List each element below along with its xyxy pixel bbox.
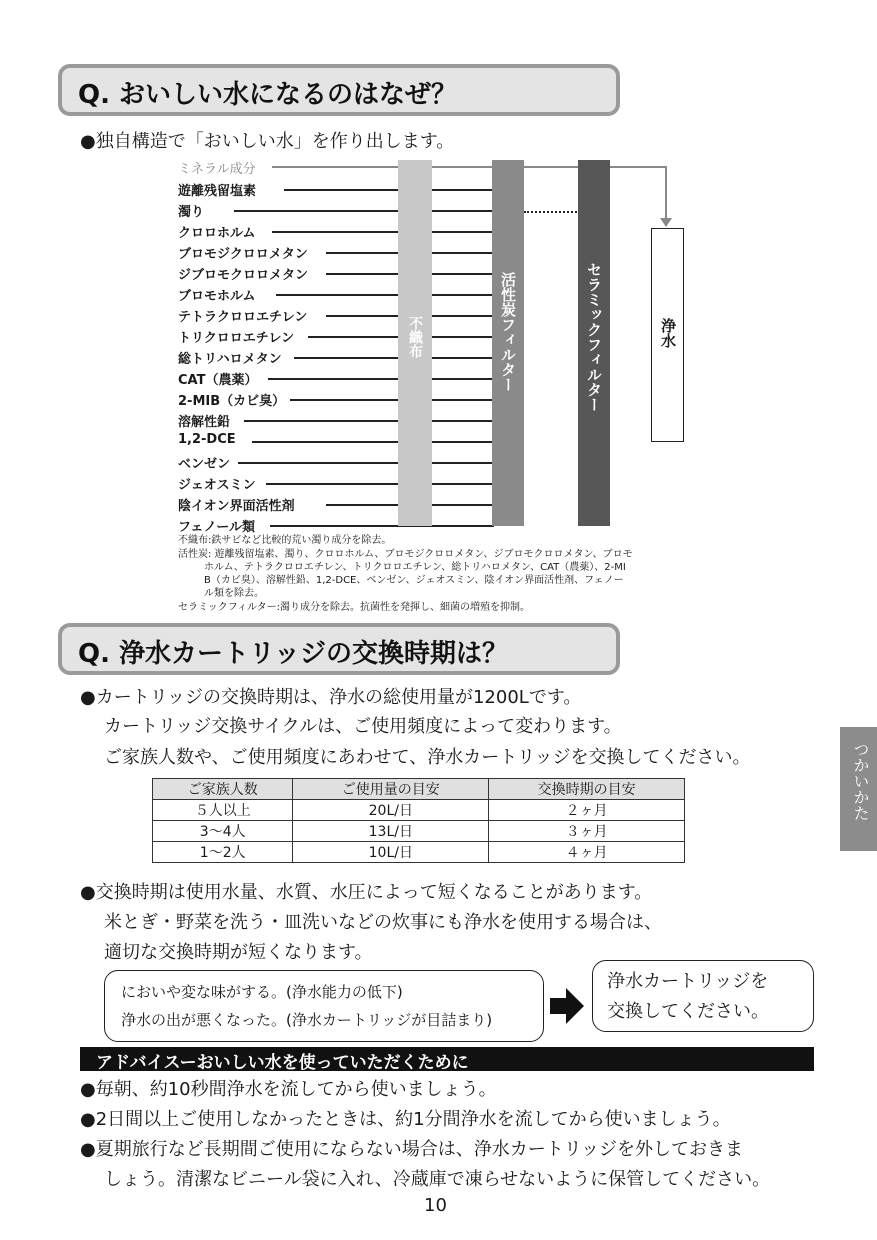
mineral-line-down [665,166,667,220]
body-text: 米とぎ・野菜を洗う・皿洗いなどの炊事にも浄水を使用する場合は、 [104,912,662,933]
table-header: 交換時期の目安 [489,779,685,800]
impurity-line [252,441,494,443]
table-row [153,842,685,863]
impurity-line [266,483,494,485]
table-cell: ４ヶ月 [489,842,685,863]
impurity-line [290,399,494,401]
impurity-label: ブロモホルム [178,289,256,304]
advice-item: ●2日間以上ご使用しなかったときは、約1分間浄水を流してから使いましょう。 [80,1109,731,1130]
table-cell: ５人以上 [153,800,293,821]
impurity-line [294,357,494,359]
table-header: ご使用量の目安 [293,779,489,800]
impurity-label: 濁り [178,205,205,220]
impurity-label: ミネラル成分 [178,162,256,177]
note-line: ホルム、テトラクロロエチレン、トリクロロエチレン、総トリハロメタン、CAT（農薬）、2-MI [204,562,626,573]
impurity-label: フェノール類 [178,520,255,535]
table-cell: 10L/日 [293,842,489,863]
impurity-line [284,189,494,191]
impurity-line [270,525,494,527]
ceramic-filter-label: セラミックフィルター [585,262,603,412]
table-cell: 13L/日 [293,821,489,842]
table-header: ご家族人数 [153,779,293,800]
purified-water-label: 浄水 [659,318,677,348]
impurity-label: 溶解性鉛 [178,415,231,430]
replacement-table [152,778,685,863]
body-text: カートリッジ交換サイクルは、ご使用頻度によって変わります。 [104,716,622,737]
turbidity-dotted-line [524,211,580,213]
table-row [153,821,685,842]
symptom-text: 浄水の出が悪くなった。(浄水カートリッジが目詰まり) [121,1011,493,1029]
section-title: Q. 浄水カートリッジの交換時期は？ [78,639,508,669]
body-text: 適切な交換時期が短くなります。 [104,942,373,963]
side-tab[interactable] [840,727,877,851]
table-cell: ３ヶ月 [489,821,685,842]
impurity-label: ベンゼン [178,457,231,472]
section-title: Q. おいしい水になるのはなぜ？ [78,80,458,110]
carbon-filter-label: 活性炭フィルター [499,272,517,392]
impurity-line [244,420,494,422]
impurity-label: 陰イオン界面活性剤 [178,499,295,514]
impurity-label: トリクロロエチレン [178,331,295,346]
side-tab-label: つかいかた [851,741,870,821]
impurity-line [276,294,494,296]
lead-text: ●独自構造で「おいしい水」を作り出します。 [80,131,455,152]
advice-title: アドバイスーおいしい水を使っていただくために [96,1053,469,1073]
impurity-line [268,378,494,380]
note-line: 活性炭: 遊離残留塩素、濁り、クロロホルム、ブロモジクロロメタン、ジブロモクロロメタン、ブロモ [178,549,633,560]
table-cell: 20L/日 [293,800,489,821]
impurity-line [272,231,494,233]
body-text: ●カートリッジの交換時期は、浄水の総使用量が1200Lです。 [80,687,582,708]
impurity-line [238,462,494,464]
nonwoven-label: 不織布 [407,316,423,358]
table-cell: 3〜4人 [153,821,293,842]
impurity-line [234,210,494,212]
advice-item: ●夏期旅行など長期間ご使用にならない場合は、浄水カートリッジを外しておきま [80,1139,743,1160]
symptom-box [104,970,544,1042]
note-line: ル類を除去。 [204,588,264,599]
action-text: 浄水カートリッジを [607,971,769,992]
note-line: セラミックフィルター:濁り成分を除去。抗菌性を発揮し、細菌の増殖を抑制。 [178,602,530,613]
note-line: 不織布:鉄サビなど比較的荒い濁り成分を除去。 [178,535,392,546]
impurity-label: 2-MIB（カビ臭） [178,394,286,409]
arrow-down-icon [660,218,672,227]
note-line: B（カビ臭）、溶解性鉛、1,2-DCE、ベンゼン、ジェオスミン、陰イオン界面活性剤、フェノー [204,575,624,586]
body-text: ●交換時期は使用水量、水質、水圧によって短くなることがあります。 [80,882,653,903]
arrow-right-icon [550,988,586,1024]
impurity-label: ジェオスミン [178,478,256,493]
section-header-cartridge [58,623,620,675]
action-text: 交換してください。 [607,1001,769,1022]
action-box [592,960,814,1032]
impurity-label: CAT（農薬） [178,373,258,388]
impurity-label: 総トリハロメタン [178,352,282,367]
impurity-label: 遊離残留塩素 [178,184,257,199]
impurity-label: ブロモジクロロメタン [178,247,308,262]
table-row [153,800,685,821]
page-number: 10 [424,1195,447,1216]
table-cell: 1〜2人 [153,842,293,863]
symptom-text: においや変な味がする。(浄水能力の低下) [121,983,403,1001]
table-cell: ２ヶ月 [489,800,685,821]
table-header-row [153,779,685,800]
advice-item: ●毎朝、約10秒間浄水を流してから使いましょう。 [80,1079,497,1100]
section-header-why-tasty [58,64,620,116]
impurity-label: ジブロモクロロメタン [178,268,309,283]
impurity-label: クロロホルム [178,226,256,241]
advice-item: しょう。清潔なビニール袋に入れ、冷蔵庫で凍らせないように保管してください。 [104,1169,771,1190]
impurity-label: 1,2-DCE [178,432,236,447]
impurity-label: テトラクロロエチレン [178,310,308,325]
advice-header [80,1047,814,1071]
body-text: ご家族人数や、ご使用頻度にあわせて、浄水カートリッジを交換してください。 [104,747,751,768]
